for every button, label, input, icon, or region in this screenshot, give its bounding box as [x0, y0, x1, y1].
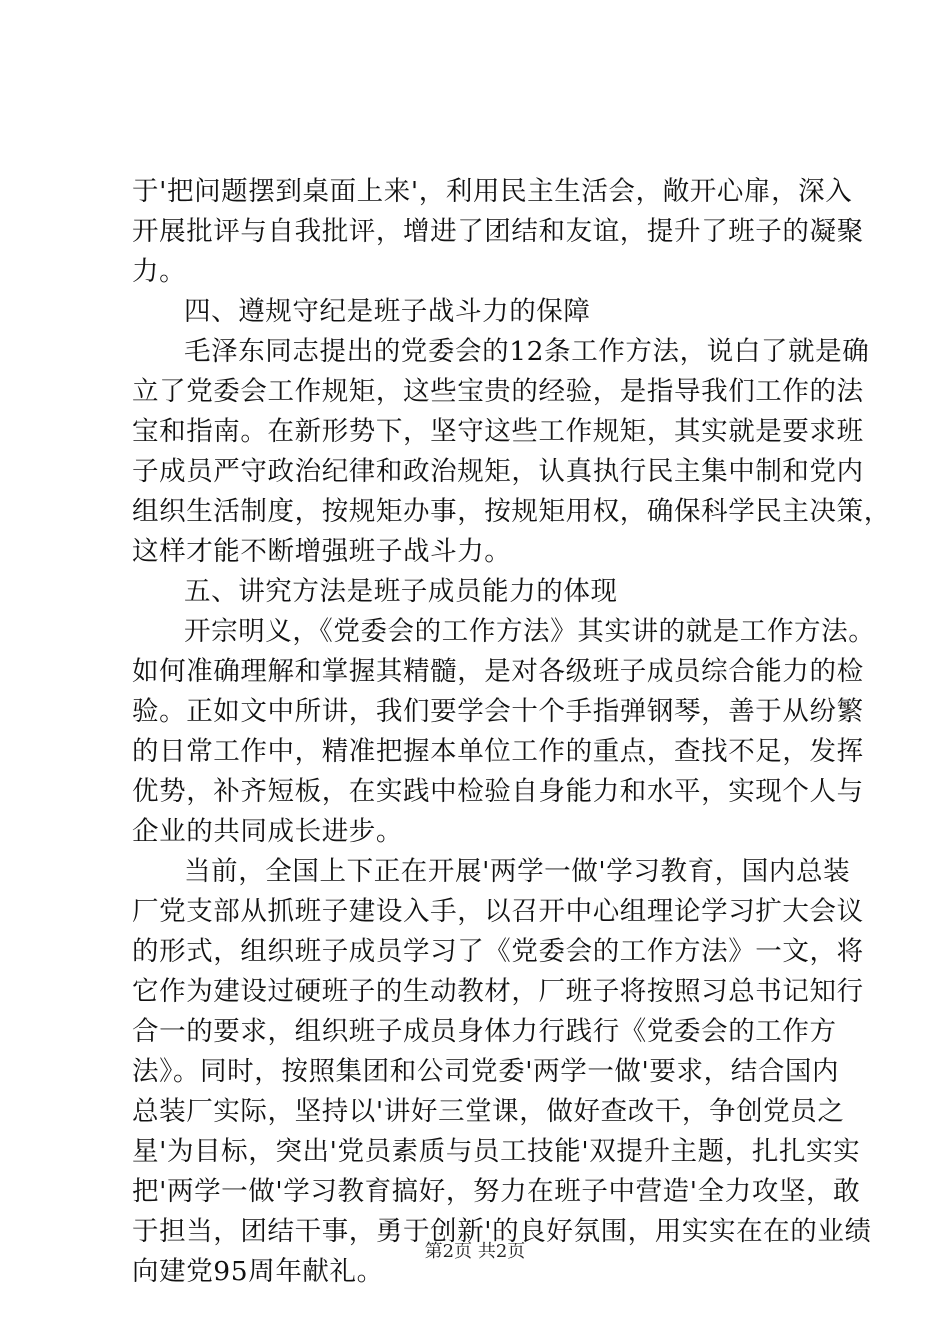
paragraph-line: 星'为目标，突出'党员素质与员工技能'双提升主题，扎扎实实: [132, 1136, 861, 1167]
paragraph-line: 法》。同时，按照集团和公司党委'两学一做'要求，结合国内: [132, 1056, 840, 1087]
paragraph-line: 企业的共同成长进步。: [132, 816, 403, 847]
page-number-label: 第2页 共2页: [424, 1241, 526, 1262]
section-heading: 五、讲究方法是班子成员能力的体现: [184, 576, 618, 607]
paragraph-line: 开宗明义，《党委会的工作方法》其实讲的就是工作方法。: [184, 616, 876, 647]
paragraph-line: 合一的要求，组织班子成员身体力行践行《党委会的工作方: [132, 1016, 837, 1047]
paragraph-line: 这样才能不断增强班子战斗力。: [132, 536, 512, 567]
paragraph-line: 的日常工作中，精准把握本单位工作的重点，查找不足，发挥: [132, 736, 864, 767]
document-body: [132, 172, 891, 1292]
section-heading: 四、遵规守纪是班子战斗力的保障: [184, 296, 591, 327]
paragraph-line: 当前，全国上下正在开展'两学一做'学习教育，国内总装: [184, 856, 851, 887]
paragraph-line: 于担当，团结干事，勇于创新'的良好氛围，用实实在在的业绩: [132, 1216, 872, 1247]
paragraph-line: 的形式，组织班子成员学习了《党委会的工作方法》一文，将: [132, 936, 864, 967]
paragraph-line: 立了党委会工作规矩，这些宝贵的经验，是指导我们工作的法: [132, 376, 864, 407]
paragraph-line: 厂党支部从抓班子建设入手，以召开中心组理论学习扩大会议: [132, 896, 864, 927]
paragraph-line: 毛泽东同志提出的党委会的12条工作方法，说白了就是确: [184, 336, 870, 367]
page-footer: [0, 1240, 950, 1264]
paragraph-line: 开展批评与自我批评，增进了团结和友谊，提升了班子的凝聚: [132, 216, 864, 247]
paragraph-line: 把'两学一做'学习教育搞好，努力在班子中营造'全力攻坚，敢: [132, 1176, 861, 1207]
paragraph-line: 宝和指南。在新形势下，坚守这些工作规矩，其实就是要求班: [132, 416, 864, 447]
paragraph-line: 向建党95周年献礼。: [132, 1256, 384, 1287]
paragraph-line: 验。正如文中所讲，我们要学会十个手指弹钢琴，善于从纷繁: [132, 696, 864, 727]
paragraph-line: 子成员严守政治纪律和政治规矩，认真执行民主集中制和党内: [132, 456, 864, 487]
paragraph-line: 组织生活制度，按规矩办事，按规矩用权，确保科学民主决策，: [132, 496, 891, 527]
paragraph-line: 总装厂实际，坚持以'讲好三堂课，做好查改干，争创党员之: [132, 1096, 845, 1127]
paragraph-line: 于'把问题摆到桌面上来'，利用民主生活会，敞开心扉，深入: [132, 176, 853, 207]
paragraph-line: 力。: [132, 256, 187, 287]
paragraph-line: 优势，补齐短板，在实践中检验自身能力和水平，实现个人与: [132, 776, 864, 807]
paragraph-line: 如何准确理解和掌握其精髓，是对各级班子成员综合能力的检: [132, 656, 864, 687]
paragraph-line: 它作为建设过硬班子的生动教材，厂班子将按照习总书记知行: [132, 976, 864, 1007]
